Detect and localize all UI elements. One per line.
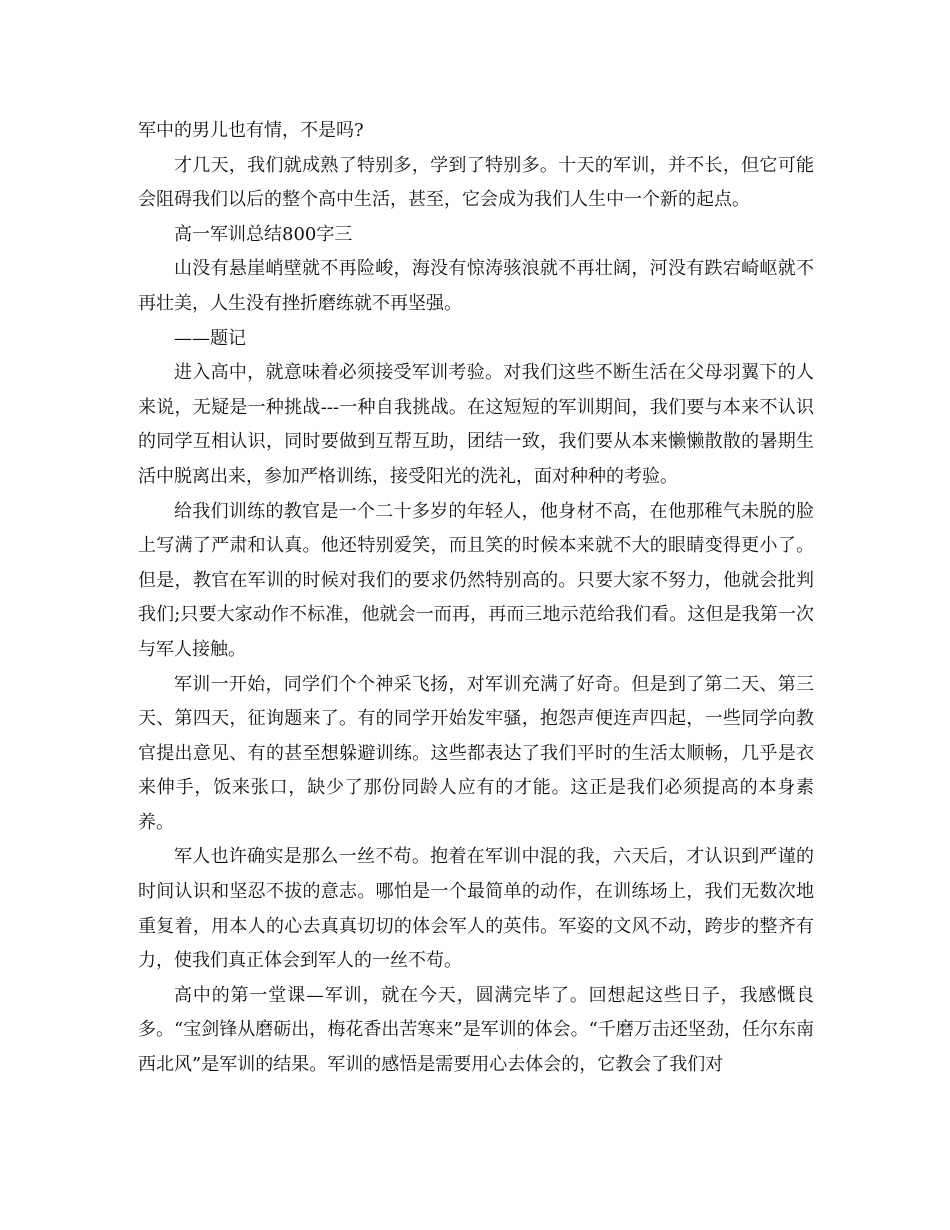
paragraph-instructor: 给我们训练的教官是一个二十多岁的年轻人，他身材不高，在他那稚气未脱的脸上写满了严肃和认真。他还特别爱笑，而且笑的时候本来就不大的眼睛变得更小了。但是，教官在军训的时候对我们的要求仍然特别高的。只要大家不努力，他就会批判我们;只要大家动作不标准，他就会一而再，再而三地示范给我们看。这但是我第一次与军人接触。 — [138, 500, 814, 660]
epigraph-text: 山没有悬崖峭壁就不再险峻，海没有惊涛骇浪就不再壮阔，河没有跌宕崎岖就不再壮美，人生没有挫折磨练就不再坚强。 — [138, 258, 814, 314]
section-heading: 高一军训总结800字三 — [174, 223, 353, 245]
paragraph-training-days: 军训一开始，同学们个个神采飞扬，对军训充满了好奇。但是到了第二天、第三天、第四天，征询题来了。有的同学开始发牢骚，抱怨声便连声四起，一些同学向教官提出意见、有的甚至想躲避训练。这些都表达了我们平时的生活太顺畅，几乎是衣来伸手，饭来张口，缺少了那份同龄人应有的才能。这正是我们必须提高的本身素养。 — [138, 673, 814, 833]
paragraph-conclusion: 高中的第一堂课—军训，就在今天，圆满完毕了。回想起这些日子，我感慨良多。“宝剑锋从磨砺出，梅花香出苦寒来”是军训的体会。“千磨万击还坚劲，任尔东南西北风”是军训的结果。军训的感悟是需要用心去体会的，它教会了我们对 — [138, 984, 814, 1076]
paragraph-reflection: 才几天，我们就成熟了特别多，学到了特别多。十天的军训，并不长，但它可能会阻碍我们以后的整个高中生活，甚至，它会成为我们人生中一个新的起点。 — [138, 154, 814, 211]
document-body — [138, 114, 814, 1083]
paragraph-entering-high-school: 进入高中，就意味着必须接受军训考验。对我们这些不断生活在父母羽翼下的人来说，无疑是一种挑战---一种自我挑战。在这短短的军训期间，我们要与本来不认识的同学互相认识，同时要做到互帮互助，团结一致，我们要从本来懒懒散散的暑期生活中脱离出来，参加严格训练，接受阳光的洗礼，面对种种的考验。 — [138, 362, 814, 487]
paragraph-soldier-discipline: 军人也许确实是那么一丝不苟。抱着在军训中混的我，六天后，才认识到严谨的时间认识和坚忍不拔的意志。哪怕是一个最简单的动作，在训练场上，我们无数次地重复着，用本人的心去真真切切的体会军人的英伟。军姿的文风不动，跨步的整齐有力，使我们真正体会到军人的一丝不苟。 — [138, 846, 814, 972]
epigraph-attribution: ——题记 — [174, 327, 246, 349]
paragraph-opening-line: 军中的男儿也有情，不是吗? — [138, 120, 364, 141]
